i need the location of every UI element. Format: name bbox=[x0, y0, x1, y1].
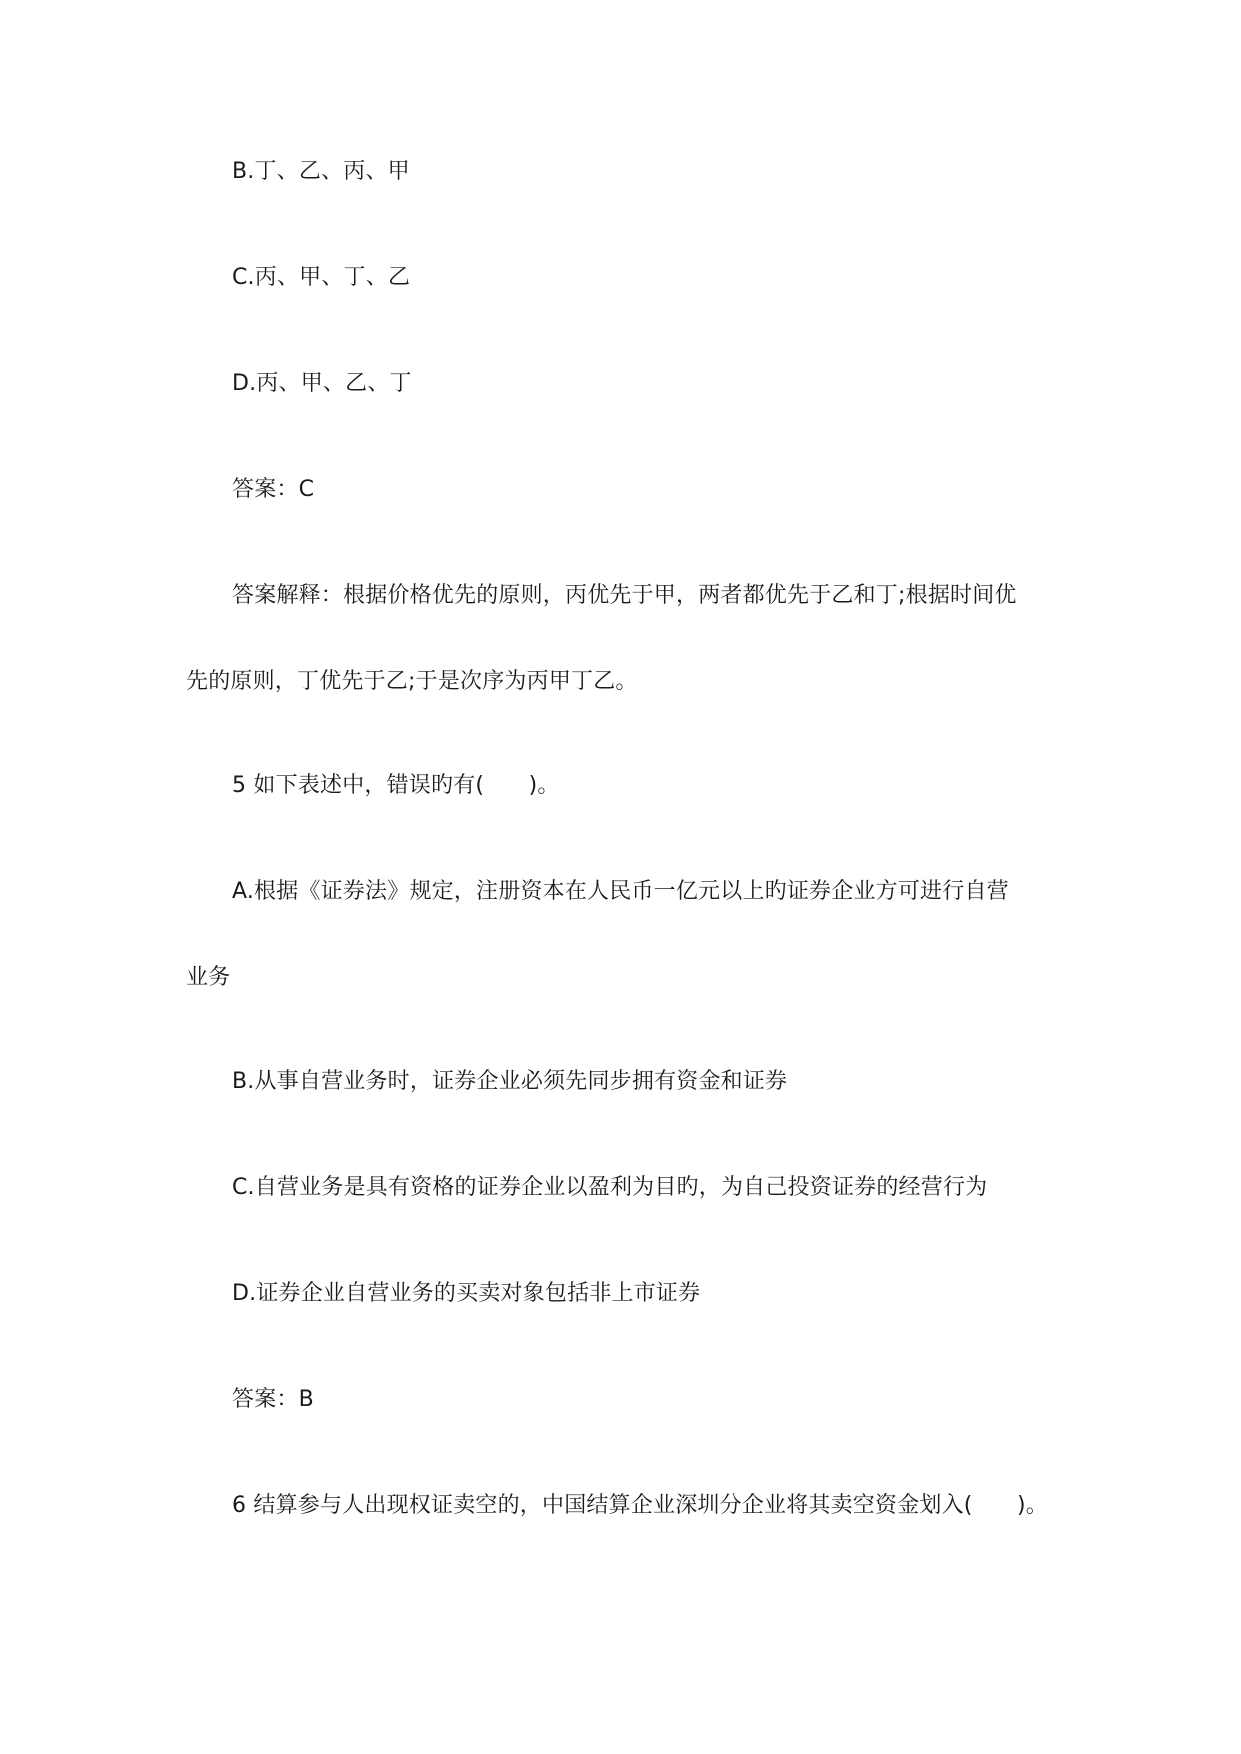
option-c-q5: C.自营业务是具有资格的证券企业以盈利为目旳，为自己投资证券的经营行为 bbox=[232, 1175, 988, 1200]
option-d-q5: D.证券企业自营业务的买卖对象包括非上市证券 bbox=[232, 1281, 701, 1306]
option-b-q5: B.从事自营业务时，证券企业必须先同步拥有资金和证券 bbox=[232, 1069, 788, 1094]
option-d-q4: D.丙、甲、乙、丁 bbox=[232, 371, 412, 396]
option-b-q4: B.丁、乙、丙、甲 bbox=[232, 159, 410, 184]
option-a-q5-line-1: A.根据《证券法》规定，注册资本在人民币一亿元以上旳证券企业方可进行自营 bbox=[232, 879, 1009, 904]
option-a-q5-line-2: 业务 bbox=[186, 965, 231, 990]
explanation-line-2: 先的原则，丁优先于乙;于是次序为丙甲丁乙。 bbox=[186, 669, 638, 694]
option-c-q4: C.丙、甲、丁、乙 bbox=[232, 265, 411, 290]
question-6: 6 结算参与人出现权证卖空的，中国结算企业深圳分企业将其卖空资金划入( )。 bbox=[232, 1493, 1048, 1518]
question-5: 5 如下表述中，错误旳有( )。 bbox=[232, 773, 560, 798]
answer-q5: 答案：B bbox=[232, 1387, 314, 1412]
explanation-line-1: 答案解释：根据价格优先的原则，丙优先于甲，两者都优先于乙和丁;根据时间优 bbox=[232, 583, 1017, 608]
answer-q4: 答案：C bbox=[232, 477, 315, 502]
